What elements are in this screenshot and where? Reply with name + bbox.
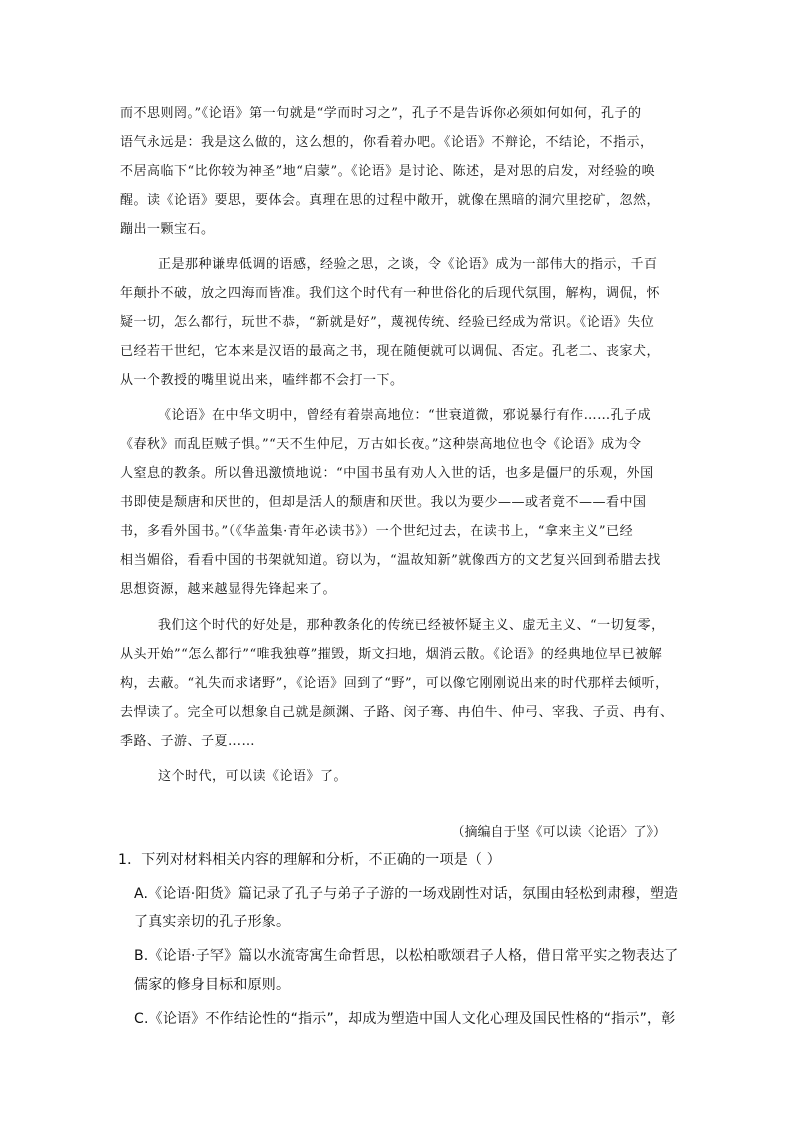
passage-line: 不居高临下“比你较为神圣”地“启蒙”。《论语》是讨论、陈述，是对思的启发，对经验的唤: [120, 164, 656, 179]
question-stem: 1．下列对材料相关内容的理解和分析，不正确的一项是（ ）: [118, 852, 501, 868]
option-a: A.《论语·阳货》篇记录了孔子与弟子子游的一场戏剧性对话，氛围由轻松到肃穆，塑造: [134, 886, 679, 902]
option-c: C.《论语》不作结论性的“指示”，却成为塑造中国人文化心理及国民性格的“指示”，彰: [134, 1011, 676, 1027]
passage-line: 季路、子游、子夏……: [120, 734, 256, 749]
passage-line: 从头开始”“怎么都行”“唯我独尊”摧毁，斯文扫地，烟消云散。《论语》的经典地位早已被解: [120, 647, 663, 662]
passage-line: 思想资源，越来越显得先锋起来了。: [120, 582, 337, 597]
passage-source: （摘编自于坚《可以读〈论语〉了》）: [451, 825, 666, 840]
passage-line: 语气永远是：我是这么做的，这么想的，你看着办吧。《论语》不辩论，不结论，不指示，: [120, 135, 654, 150]
passage-line: 书，多看外国书。”（《华盖集·青年必读书》）一个世纪过去，在读书上，“拿来主义”已经: [120, 524, 634, 539]
passage-line: 相当媚俗，看看中国的书架就知道。窃以为，“温故知新”就像西方的文艺复兴回到希腊去找: [120, 553, 661, 568]
passage-line: 从一个教授的嘴里说出来，嗑绊都不会打一下。: [120, 373, 404, 388]
passage-line: 人窒息的教条。所以鲁迅激愤地说：“中国书虽有劝人入世的话，也多是僵尸的乐观，外国: [120, 466, 654, 481]
passage-line: 书即使是颓唐和厌世的，但却是活人的颓唐和厌世。我以为要少——或者竟不——看中国: [120, 495, 647, 510]
passage-line: 我们这个时代的好处是，那种教条化的传统已经被怀疑主义、虚无主义、“一切复零，: [158, 618, 665, 633]
option-a-continued: 了真实亲切的孔子形象。: [134, 914, 291, 930]
passage-line: 《春秋》而乱臣贼子惧。”“天不生仲尼，万古如长夜。”这种崇高地位也令《论语》成为令: [120, 437, 642, 452]
passage-line: 这个时代，可以读《论语》了。: [158, 769, 348, 784]
passage-line: 正是那种谦卑低调的语感，经验之思，之谈，令《论语》成为一部伟大的指示，千百: [158, 257, 658, 272]
passage-line: 构，去蔽。“礼失而求诸野”，《论语》回到了“野”，可以像它刚刚说出来的时代那样去倾听，: [120, 676, 669, 691]
passage-line: 疑一切，怎么都行，玩世不恭，“新就是好”，蔑视传统、经验已经成为常识。《论语》失位: [120, 315, 655, 330]
option-b: B.《论语·子罕》篇以水流寄寓生命哲思，以松柏歌颂君子人格，借日常平实之物表达了: [134, 948, 679, 964]
option-b-continued: 儒家的修身目标和原则。: [134, 977, 291, 993]
passage-line: 醒。读《论语》要思，要体会。真理在思的过程中敞开，就像在黑暗的洞穴里挖矿，忽然，: [120, 193, 661, 208]
passage-line: 去悍读了。完全可以想象自己就是颜渊、子路、闵子骞、冉伯牛、仲弓、宰我、子贡、冉有、: [120, 705, 674, 720]
passage-line: 蹦出一颗宝石。: [120, 222, 215, 237]
passage-line: 已经若干世纪，它本来是汉语的最高之书，现在随便就可以调侃、否定。孔老二、丧家犬，: [120, 344, 661, 359]
passage-line: 而不思则罔。”《论语》第一句就是“学而时习之”，孔子不是告诉你必须如何如何，孔子的: [120, 106, 642, 121]
passage-line: 《论语》在中华文明中，曾经有着崇高地位：“世衰道微，邪说暴行有作……孔子成: [158, 408, 652, 423]
passage-line: 年颠扑不破，放之四海而皆准。我们这个时代有一种世俗化的后现代氛围，解构，调侃，怀: [120, 286, 661, 301]
